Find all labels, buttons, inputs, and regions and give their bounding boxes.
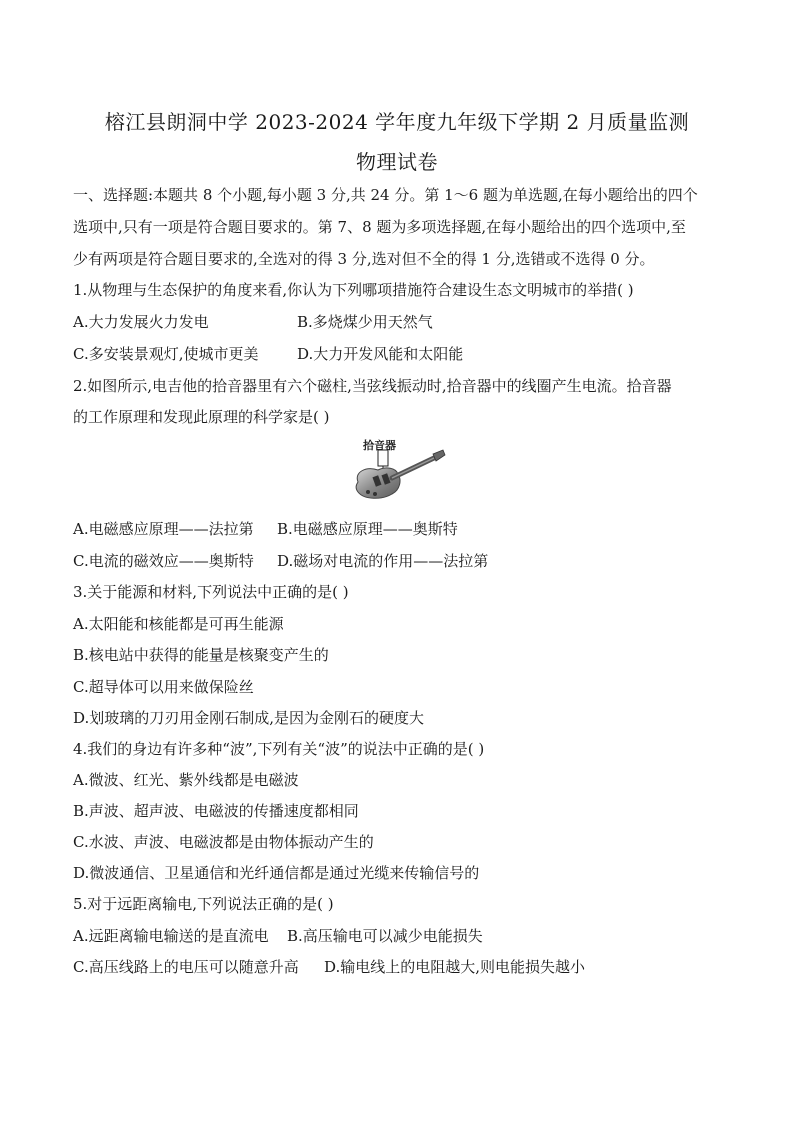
question-4-option-c: C.水波、声波、电磁波都是由物体振动产生的 [73, 833, 374, 851]
question-1-option-a: A.大力发展火力发电 [73, 313, 209, 331]
question-1-stem: 1.从物理与生态保护的角度来看,你认为下列哪项措施符合建设生态文明城市的举措( ) [73, 281, 634, 299]
question-2-options-row-2 [73, 550, 723, 571]
question-3-stem: 3.关于能源和材料,下列说法中正确的是( ) [73, 583, 349, 601]
question-1-option-b: B.多烧煤少用天然气 [297, 313, 433, 331]
section-instructions-line-1: 一、选择题:本题共 8 个小题,每小题 3 分,共 24 分。第 1～6 题为单选题,在每小题给出的四个 [73, 186, 698, 204]
question-2-option-d: D.磁场对电流的作用——法拉第 [277, 552, 489, 570]
question-2-stem-line-1: 2.如图所示,电吉他的拾音器里有六个磁柱,当弦线振动时,拾音器中的线圈产生电流。拾音器 [73, 377, 672, 395]
question-5-option-d: D.输电线上的电阻越大,则电能损失越小 [324, 958, 586, 976]
question-2-stem-line-2: 的工作原理和发现此原理的科学家是( ) [73, 408, 330, 426]
electric-guitar-figure [348, 436, 448, 504]
question-1-option-d: D.大力开发风能和太阳能 [297, 345, 464, 363]
question-5-options-row-2 [73, 956, 723, 977]
question-4-stem: 4.我们的身边有许多种“波”,下列有关“波”的说法中正确的是( ) [73, 740, 485, 758]
question-2-option-c: C.电流的磁效应——奥斯特 [73, 552, 254, 570]
question-2-option-a: A.电磁感应原理——法拉第 [73, 520, 254, 538]
pickup-label: 拾音器 [363, 439, 396, 452]
exam-title: 榕江县朗洞中学 2023-2024 学年度九年级下学期 2 月质量监测 [104, 110, 690, 134]
question-2-option-b: B.电磁感应原理——奥斯特 [277, 520, 458, 538]
question-5-stem: 5.对于远距离输电,下列说法正确的是( ) [73, 895, 334, 913]
question-5-options-row-1 [73, 925, 723, 946]
section-instructions-line-2: 选项中,只有一项是符合题目要求的。第 7、8 题为多项选择题,在每小题给出的四个选项中,至 [73, 218, 686, 236]
question-3-option-d: D.划玻璃的刀刃用金刚石制成,是因为金刚石的硬度大 [73, 709, 425, 727]
question-4-option-b: B.声波、超声波、电磁波的传播速度都相同 [73, 802, 359, 820]
question-5-option-c: C.高压线路上的电压可以随意升高 [73, 958, 299, 976]
question-4-option-d: D.微波通信、卫星通信和光纤通信都是通过光缆来传输信号的 [73, 864, 480, 882]
question-3-option-b: B.核电站中获得的能量是核聚变产生的 [73, 646, 329, 664]
question-3-option-c: C.超导体可以用来做保险丝 [73, 678, 254, 696]
question-5-option-a: A.远距离输电输送的是直流电 [73, 927, 269, 945]
question-3-option-a: A.太阳能和核能都是可再生能源 [73, 615, 284, 633]
question-1-options-row-1 [73, 311, 723, 332]
question-5-option-b: B.高压输电可以减少电能损失 [287, 927, 483, 945]
question-1-option-c: C.多安装景观灯,使城市更美 [73, 345, 259, 363]
question-2-options-row-1 [73, 518, 723, 539]
section-instructions-line-3: 少有两项是符合题目要求的,全选对的得 3 分,选对但不全的得 1 分,选错或不选得 0 分。 [73, 250, 655, 268]
question-1-options-row-2 [73, 343, 723, 364]
question-4-option-a: A.微波、红光、紫外线都是电磁波 [73, 771, 299, 789]
exam-subtitle: 物理试卷 [356, 150, 438, 174]
